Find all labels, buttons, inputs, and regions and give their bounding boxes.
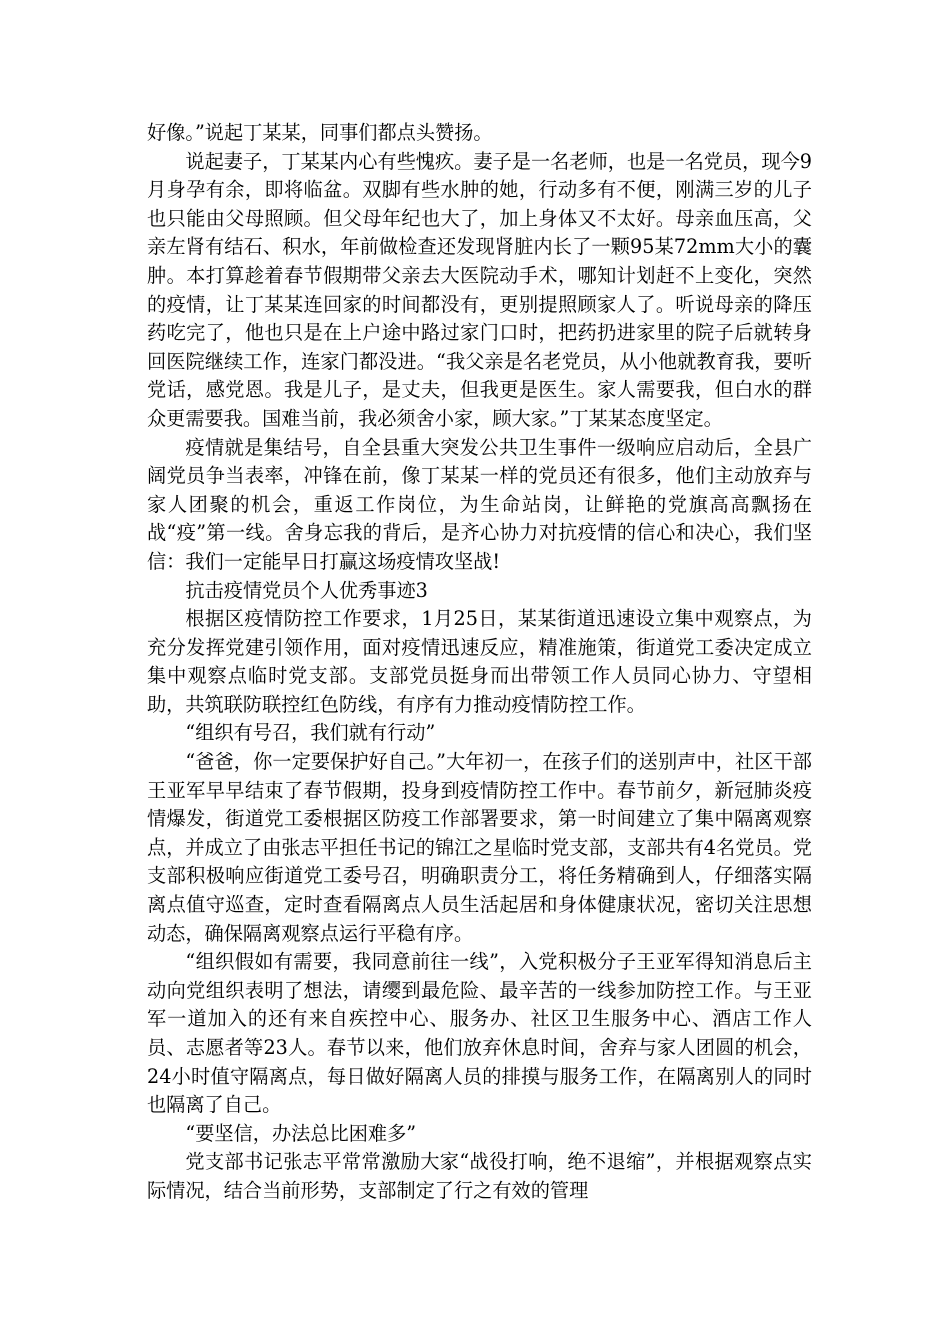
paragraph-observation-point: 根据区疫情防控工作要求，1月25日，某某街道迅速设立集中观察点，为充分发挥党建引领作用，面对疫情迅速反应，精准施策，街道党工委决定成立集中观察点临时党支部。支部党员挺身而出带领工作人员同心协力、守望相助，共筑联防联控红色防线，有序有力推动疫情防控工作。 [147, 607, 812, 716]
paragraph-party-secretary: 党支部书记张志平常常激励大家“战役打响，绝不退缩”，并根据观察点实际情况，结合当前形势，支部制定了行之有效的管理 [147, 1150, 812, 1202]
document-body [147, 119, 812, 1206]
subheading-methods: “要坚信，办法总比困难多” [185, 1121, 417, 1145]
subheading-organization-call: “组织有号召，我们就有行动” [185, 721, 436, 745]
paragraph-continuation: 好像。”说起丁某某，同事们都点头赞扬。 [147, 121, 493, 144]
paragraph-wife-story: 说起妻子，丁某某内心有些愧疚。妻子是一名老师，也是一名党员，现今9月身孕有余，即将临盆。双脚有些水肿的她，行动多有不便，刚满三岁的儿子也只能由父母照顾。但父母年纪也大了，加上身体又不太好。母亲血压高，父亲左肾有结石、积水，年前做检查还发现肾脏内长了一颗95某72mm大小的囊肿。本打算趁着春节假期带父亲去大医院动手术，哪知计划赶不上变化，突然的疫情，让丁某某连回家的时间都没有，更别提照顾家人了。听说母亲的降压药吃完了，他也只是在上户途中路过家门口时，把药扔进家里的院子后就转身回医院继续工作，连家门都没进。“我父亲是名老党员，从小他就教育我，要听党话，感党恩。我是儿子，是丈夫，但我更是医生。家人需要我，但白水的群众更需要我。国难当前，我必须舍小家，顾大家。”丁某某态度坚定。 [147, 149, 812, 430]
paragraph-rallying-call: 疫情就是集结号，自全县重大突发公共卫生事件一级响应启动后，全县广阔党员争当表率，冲锋在前，像丁某某一样的党员还有很多，他们主动放弃与家人团聚的机会，重返工作岗位，为生命站岗，让鲜艳的党旗高高飘扬在战“疫”第一线。舍身忘我的背后，是齐心协力对抗疫情的信心和决心，我们坚信：我们一定能早日打赢这场疫情攻坚战! [147, 435, 812, 573]
section-title: 抗击疫情党员个人优秀事迹3 [185, 578, 428, 602]
paragraph-frontline-volunteers: “组织假如有需要，我同意前往一线”，入党积极分子王亚军得知消息后主动向党组织表明了想法，请缨到最危险、最辛苦的一线参加防控工作。与王亚军一道加入的还有来自疾控中心、服务办、社区卫生服务中心、酒店工作人员、志愿者等23人。春节以来，他们放弃休息时间，舍弃与家人团圆的机会，24小时值守隔离点，每日做好隔离人员的排摸与服务工作，在隔离别人的同时也隔离了自己。 [147, 950, 812, 1117]
paragraph-wang-yajun: “爸爸，你一定要保护好自己。”大年初一，在孩子们的送别声中，社区干部王亚军早早结束了春节假期，投身到疫情防控工作中。春节前夕，新冠肺炎疫情爆发，街道党工委根据区防疫工作部署要求，第一时间建立了集中隔离观察点，并成立了由张志平担任书记的锦江之星临时党支部，支部共有4名党员。党支部积极响应街道党工委号召，明确职责分工，将任务精确到人，仔细落实隔离点值守巡查，定时查看隔离点人员生活起居和身体健康状况，密切关注思想动态，确保隔离观察点运行平稳有序。 [147, 750, 812, 945]
